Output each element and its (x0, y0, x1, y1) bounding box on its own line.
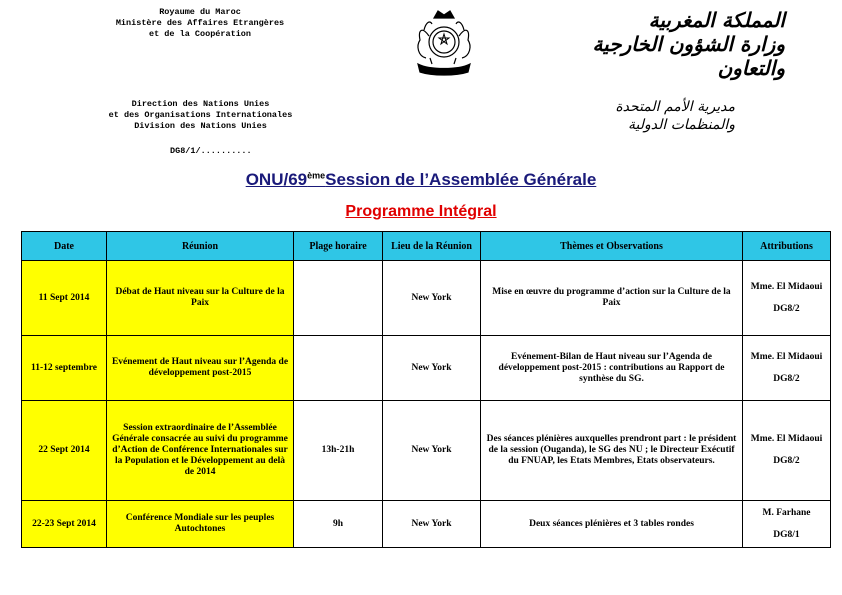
attribution-name: M. Farhane (762, 507, 811, 518)
coat-of-arms-emblem (410, 8, 478, 82)
attribution-code: DG8/2 (773, 373, 800, 384)
cell-meeting: Evénement de Haut niveau sur l’Agenda de développement post-2015 (107, 336, 294, 401)
arabic-ministry-header (540, 8, 785, 80)
cell-meeting: Conférence Mondiale sur les peuples Autochtones (107, 501, 294, 548)
kingdom-label: Royaume du Maroc (159, 7, 241, 17)
ministry-header (95, 7, 305, 40)
table-row (22, 261, 831, 336)
document-reference: DG8/1/.......... (170, 146, 252, 156)
attribution-name: Mme. El Midaoui (750, 434, 823, 444)
programme-table (21, 231, 831, 548)
attribution-name: Mme. El Midaoui (750, 351, 823, 362)
ministry-line-1: Ministère des Affaires Etrangères (115, 18, 285, 28)
cell-date: 22 Sept 2014 (22, 401, 107, 501)
document-subtitle: Programme Intégral (345, 203, 497, 220)
cell-attribution (743, 261, 831, 336)
cell-time: 13h-21h (294, 401, 383, 501)
cell-place: New York (383, 501, 481, 548)
cell-attribution (743, 336, 831, 401)
title-suffix: Session de l’Assemblée Générale (325, 170, 597, 189)
cell-themes: Evénement-Bilan de Haut niveau sur l’Agenda de développement post-2015 : contributions au Rapport de synthèse du SG. (481, 336, 743, 401)
division-line-1: Direction des Nations Unies (131, 99, 270, 109)
table-row (22, 336, 831, 401)
division-line-3: Division des Nations Unies (134, 121, 267, 131)
attribution-code: DG8/2 (773, 303, 800, 314)
cell-meeting: Session extraordinaire de l’Assemblée Générale consacrée au suivi du programme d’Action de Conférence Internationales sur la Population et le Développement au delà de 2014 (107, 401, 294, 501)
cell-time: 9h (294, 501, 383, 548)
division-header (88, 99, 313, 132)
cell-place: New York (383, 261, 481, 336)
arabic-line-2: وزارة الشؤون الخارجية (592, 32, 785, 56)
cell-time (294, 261, 383, 336)
table-row (22, 401, 831, 501)
table-row (22, 501, 831, 548)
cell-place: New York (383, 401, 481, 501)
attribution-name: Mme. El Midaoui (750, 281, 823, 292)
arabic-line-1: المملكة المغربية (648, 8, 785, 32)
ministry-line-2: et de la Coopération (148, 29, 252, 39)
cell-place: New York (383, 336, 481, 401)
cell-themes: Des séances plénières auxquelles prendront part : le président de la session (Ouganda), le SG des NU ; le Directeur Exécutif du FNUAP, les Etats Membres, Etats observateurs. (481, 401, 743, 501)
header-date: Date (22, 232, 107, 261)
division-line-2: et des Organisations Internationales (108, 110, 293, 120)
header-place: Lieu de la Réunion (383, 232, 481, 261)
cell-time (294, 336, 383, 401)
cell-attribution (743, 401, 831, 501)
table-header-row (22, 232, 831, 261)
arabic-division-header (560, 98, 735, 134)
arabic-division-line-1: مديرية الأمم المتحدة (615, 99, 735, 115)
attribution-code: DG8/2 (773, 456, 800, 466)
arabic-line-3: والتعاون (717, 56, 785, 80)
title-prefix: ONU/69 (245, 170, 308, 189)
attribution-code: DG8/1 (773, 529, 800, 540)
cell-meeting: Débat de Haut niveau sur la Culture de la Paix (107, 261, 294, 336)
header-themes: Thèmes et Observations (481, 232, 743, 261)
title-superscript: ème (307, 170, 326, 181)
cell-date: 11-12 septembre (22, 336, 107, 401)
arabic-division-line-2: والمنظمات الدولية (628, 117, 735, 133)
header-attributions: Attributions (743, 232, 831, 261)
cell-attribution (743, 501, 831, 548)
cell-date: 11 Sept 2014 (22, 261, 107, 336)
document-title (0, 170, 842, 190)
cell-date: 22-23 Sept 2014 (22, 501, 107, 548)
cell-themes: Deux séances plénières et 3 tables rondes (481, 501, 743, 548)
cell-themes: Mise en œuvre du programme d’action sur la Culture de la Paix (481, 261, 743, 336)
header-time: Plage horaire (294, 232, 383, 261)
header-meeting: Réunion (107, 232, 294, 261)
